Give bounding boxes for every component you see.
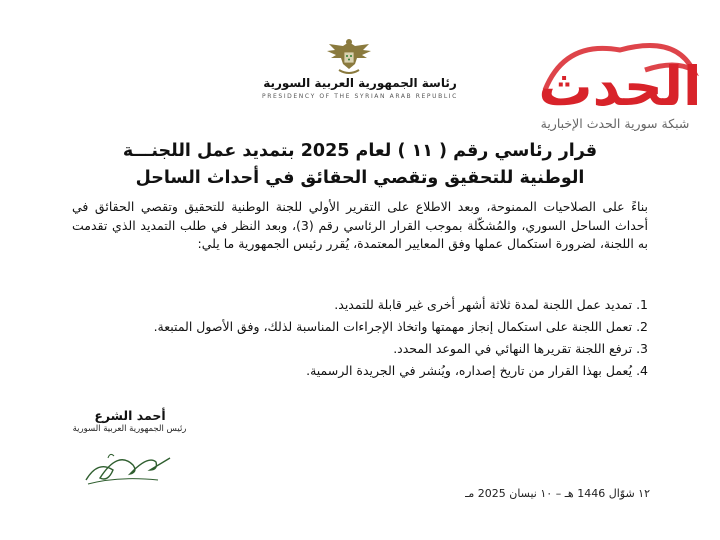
logo-wordmark: الحدث [538,55,702,118]
item-text: تمديد عمل اللجنة لمدة ثلاثة أشهر أخرى غير قابلة للتمديد. [334,297,633,312]
item-number: 4. [636,363,648,378]
item-text: تعمل اللجنة على استكمال إنجاز مهمتها واتخاذ الإجراءات المناسبة لذلك، وفق الأصول المتبعة. [153,319,633,334]
presidency-arabic: رئاسة الجمهورية العربية السورية [263,76,457,90]
logo-subtitle: شبكة سورية الحدث الإخبارية [540,116,690,131]
list-item [72,296,648,313]
decree-title-line-1: قرار رئاسي رقم ( ١١ ) لعام 2025 بتمديد عمل اللجنـــة [122,141,598,161]
item-text: ترفع اللجنة تقريرها النهائي في الموعد المحدد. [393,341,633,356]
item-number: 3. [636,341,648,356]
list-item [72,340,648,357]
presidency-english: PRESIDENCY OF THE SYRIAN ARAB REPUBLIC [262,93,458,100]
list-item [72,318,648,335]
alhadath-logo [525,30,705,120]
list-item [72,362,648,379]
item-text: يُعمل بهذا القرار من تاريخ إصداره، ويُنشر في الجريدة الرسمية. [306,363,633,378]
item-number: 2. [636,319,648,334]
decree-title [80,138,640,192]
item-number: 1. [636,297,648,312]
decree-date: ١٢ شوّال 1446 هـ – ١٠ نيسان 2025 مـ [465,487,650,500]
eagle-emblem-icon [325,36,373,78]
decree-preamble: بناءً على الصلاحيات الممنوحة، وبعد الاطلاع على التقرير الأولي للجنة الوطنية للتحقيق وتقصي الحقائق في أحداث الساحل السوري، والمُشكّلة بموجب القرار الرئاسي رقم (3)، وبعد النظر في طلب التمديد الذي تقدمت به اللجنة، لضرورة استكمال عملها وفق المعايير المعتمدة، يُقرر رئيس الجمهورية ما يلي: [72,199,648,251]
handwritten-signature [78,440,178,490]
signatory-name: أحمد الشرع [94,408,166,423]
decree-title-line-2: الوطنية للتحقيق وتقصي الحقائق في أحداث الساحل [135,168,585,188]
signatory-title: رئيس الجمهورية العربية السورية [72,424,187,434]
decree-articles [72,296,648,384]
